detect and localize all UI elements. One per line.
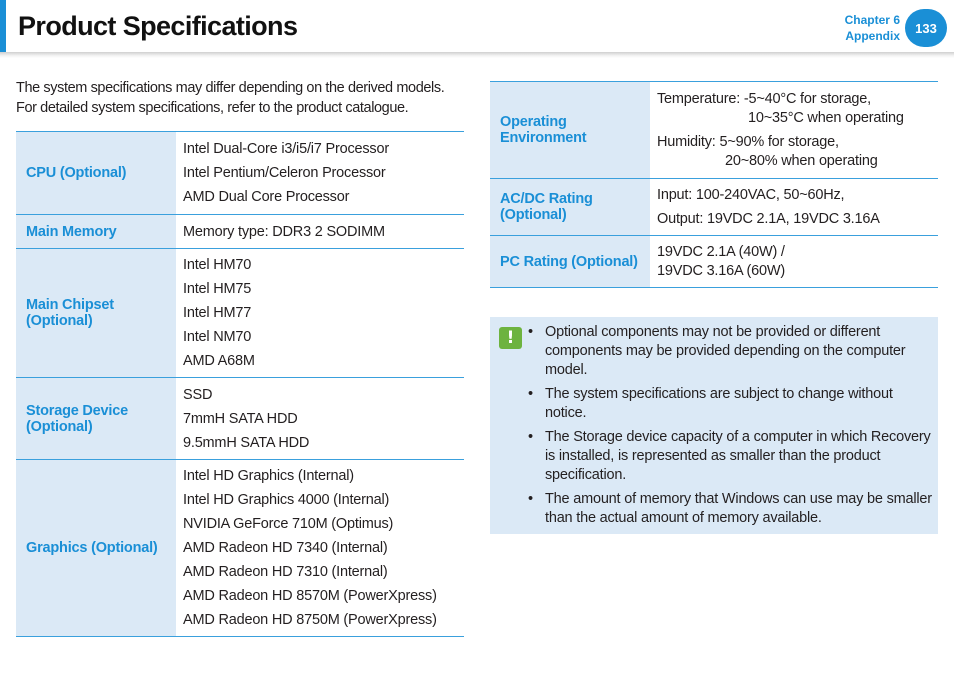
spec-label: PC Rating (Optional) xyxy=(490,236,650,288)
spec-value-line: Intel Pentium/Celeron Processor xyxy=(183,165,386,181)
note-text: The system specifications are subject to change without notice. xyxy=(545,386,893,421)
spec-value-line: Intel HM75 xyxy=(183,281,252,297)
note-item xyxy=(528,385,932,423)
spec-value-line: NVIDIA GeForce 710M (Optimus) xyxy=(183,516,394,532)
spec-label: CPU (Optional) xyxy=(16,132,176,215)
spec-value xyxy=(176,132,464,215)
chapter-section: Appendix xyxy=(845,29,900,43)
intro-text xyxy=(16,78,466,118)
spec-value-line: Memory type: DDR3 2 SODIMM xyxy=(183,223,385,240)
spec-value xyxy=(176,378,464,460)
spec-value-line: Intel HM70 xyxy=(183,257,252,273)
spec-value-line: 19VDC 2.1A (40W) / xyxy=(657,243,785,260)
header-accent-bar xyxy=(0,0,6,52)
humidity-line-2: 20~80% when operating xyxy=(725,152,878,169)
spec-value-line: Intel NM70 xyxy=(183,329,252,345)
spec-table-right xyxy=(490,81,938,288)
spec-row-main-chipset xyxy=(16,249,464,378)
note-list xyxy=(528,323,932,533)
chapter-number: Chapter 6 xyxy=(844,13,900,27)
spec-table-left xyxy=(16,131,464,637)
spec-value-line: AMD Radeon HD 7340 (Internal) xyxy=(183,540,388,556)
spec-row-pc-rating xyxy=(490,236,938,288)
spec-value-line: Input: 100-240VAC, 50~60Hz, xyxy=(657,186,845,203)
spec-value-line: Intel HD Graphics 4000 (Internal) xyxy=(183,492,390,508)
spec-value xyxy=(176,215,464,249)
spec-label: Storage Device (Optional) xyxy=(16,378,176,460)
intro-line-2: For detailed system specifications, refer to the product catalogue. xyxy=(16,100,409,116)
header-divider xyxy=(0,52,954,58)
bullet-icon: • xyxy=(528,324,533,340)
spec-value xyxy=(650,179,938,236)
bullet-icon: • xyxy=(528,386,533,402)
spec-value-line: SSD xyxy=(183,386,213,403)
intro-line-1: The system specifications may differ depending on the derived models. xyxy=(16,80,445,96)
note-item xyxy=(528,490,932,528)
note-item xyxy=(528,323,932,380)
bullet-icon: • xyxy=(528,429,533,445)
spec-row-graphics xyxy=(16,460,464,637)
spec-value-line: Intel HM77 xyxy=(183,305,252,321)
humidity-line-1: Humidity: 5~90% for storage, xyxy=(657,133,839,150)
spec-value-line: Intel Dual-Core i3/i5/i7 Processor xyxy=(183,141,389,157)
spec-value xyxy=(650,236,938,288)
spec-value-line: 9.5mmH SATA HDD xyxy=(183,434,310,451)
note-text: The Storage device capacity of a computer in which Recovery is installed, is represented as smaller than the product specification. xyxy=(545,429,931,483)
spec-value xyxy=(650,82,938,179)
spec-value xyxy=(176,460,464,637)
note-text: Optional components may not be provided or different components may be provided depending on the computer model. xyxy=(545,324,906,378)
bullet-icon: • xyxy=(528,491,533,507)
note-item xyxy=(528,428,932,485)
spec-value-line: AMD A68M xyxy=(183,353,255,369)
spec-value-line: 7mmH SATA HDD xyxy=(183,410,298,427)
spec-value-line: AMD Radeon HD 8750M (PowerXpress) xyxy=(183,612,437,628)
spec-label: AC/DC Rating (Optional) xyxy=(490,179,650,236)
spec-row-main-memory xyxy=(16,215,464,249)
spec-value xyxy=(176,249,464,378)
chapter-label xyxy=(845,12,900,44)
note-text: The amount of memory that Windows can use may be smaller than the actual amount of memory available. xyxy=(545,491,932,526)
spec-label: Operating Environment xyxy=(490,82,650,179)
exclamation-icon: ! xyxy=(499,327,522,349)
temperature-line-1: Temperature: -5~40°C for storage, xyxy=(657,90,871,107)
page-number-badge: 133 xyxy=(905,9,947,47)
spec-label: Main Chipset (Optional) xyxy=(16,249,176,378)
spec-value-line: AMD Radeon HD 7310 (Internal) xyxy=(183,564,388,580)
page-title: Product Specifications xyxy=(18,11,298,41)
spec-row-acdc-rating xyxy=(490,179,938,236)
spec-value-line: 19VDC 3.16A (60W) xyxy=(657,262,785,279)
spec-row-storage-device xyxy=(16,378,464,460)
spec-value-line: AMD Dual Core Processor xyxy=(183,189,350,205)
spec-row-operating-environment xyxy=(490,82,938,179)
spec-value-line: Intel HD Graphics (Internal) xyxy=(183,468,354,484)
spec-value-line: Output: 19VDC 2.1A, 19VDC 3.16A xyxy=(657,210,880,227)
spec-label: Graphics (Optional) xyxy=(16,460,176,637)
note-box xyxy=(490,317,938,534)
spec-value-line: AMD Radeon HD 8570M (PowerXpress) xyxy=(183,588,437,604)
spec-row-cpu xyxy=(16,132,464,215)
spec-label: Main Memory xyxy=(16,215,176,249)
temperature-line-2: 10~35°C when operating xyxy=(748,109,904,126)
